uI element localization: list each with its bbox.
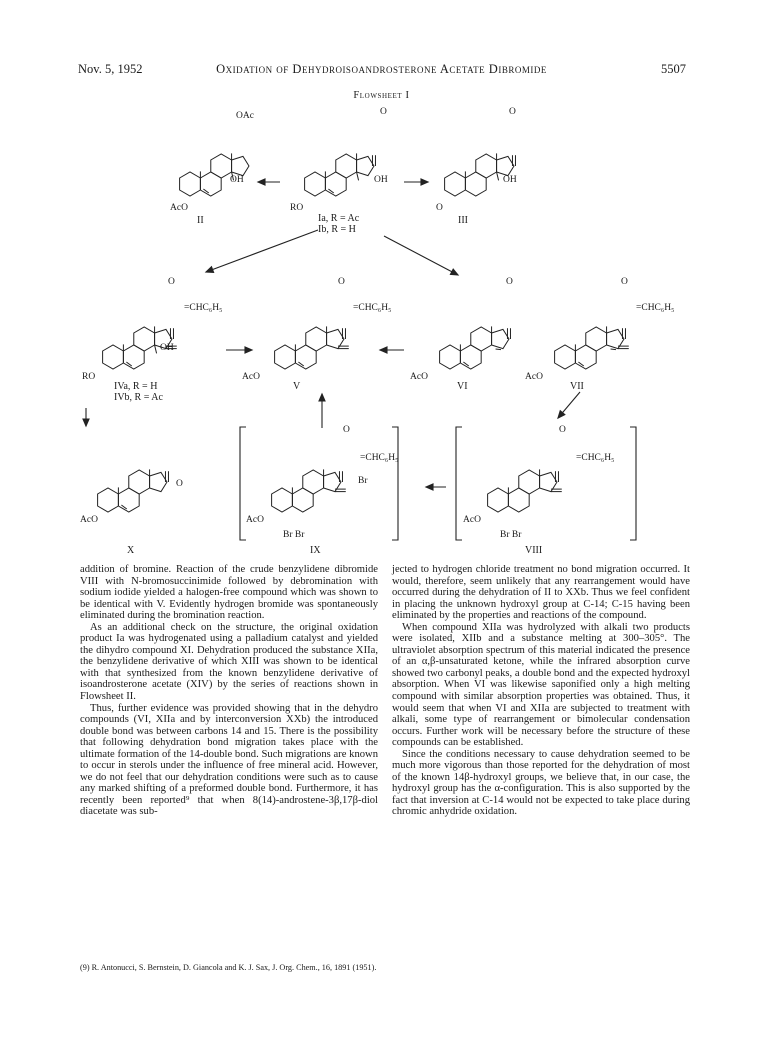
paragraph: Thus, further evidence was provided showing that in the dehydro compounds (VI, XIIa and by interconversion XXb) the introduced double bond was between carbons 14 and 15. There is the possibility that following dehydration bond migration takes place with the ultimate formation of the 14-double bond. Such migrations are known to occur in sterols under the influence of free mineral acid. However, we do not feel that our dehydration conditions were such as to cause any marked shifting of a preformed double bond. Furthermore, it has recently been reported⁹ that when 8(14)-androstene-3β,17β-diol diacetate was sub- [80, 702, 378, 818]
label-aco-v: AcO [242, 372, 260, 382]
label-o-iv: O [168, 277, 175, 287]
ring-a [488, 488, 509, 512]
ring-c [519, 470, 540, 494]
compound-number-ivb: IVb, R = Ac [114, 392, 163, 403]
footnote: (9) R. Antonucci, S. Bernstein, D. Giancola and K. J. Sax, J. Org. Chem., 16, 1891 (1951). [80, 963, 377, 972]
ring-a [103, 345, 124, 369]
steroid-skeleton [305, 153, 376, 196]
label-o-iii-ring: O [436, 203, 443, 213]
arrow-iv-to-x [83, 408, 89, 426]
ring-c [303, 470, 324, 494]
ring-a [440, 345, 461, 369]
ring-c [586, 327, 607, 351]
hydroxyl-14 [357, 172, 359, 180]
label-chc6h5-iv: =CHC₆H₅ [184, 303, 223, 313]
ring-b [325, 172, 346, 196]
intermediate-brackets [240, 427, 636, 540]
steroid-skeleton [98, 469, 169, 512]
compound-number-viii: VIII [525, 545, 543, 556]
ring-d [150, 472, 167, 491]
hydroxyl-14 [155, 345, 157, 353]
steroid-skeleton [275, 326, 349, 369]
steroid-skeleton [555, 326, 629, 369]
ring-d [357, 156, 374, 175]
compound-number-iii: III [458, 215, 468, 226]
label-o-viii: O [559, 425, 566, 435]
label-oh-i: OH [374, 175, 388, 185]
paragraph: As an additional check on the structure, the original oxidation product Ia was hydrogenated using a palladium catalyst and yielded the dihydro compound XI. Dehydration produced the substance XIIa, the benzylidene derivative of which XIII was shown to be identical with that synthesized from the known benzylidene derivative of isoandrosterone acetate (XIV) by the series of reactions shown in Flowsheet II. [80, 621, 378, 703]
ring-d [497, 156, 514, 175]
arrow-i-to-ii [258, 179, 280, 185]
ring-d [492, 329, 509, 348]
label-o-ix: O [343, 425, 350, 435]
ring-a [180, 172, 201, 196]
label-oh-ii: OH [230, 175, 244, 185]
compound-number-x: X [127, 545, 135, 556]
ring-a [275, 345, 296, 369]
ring-b [575, 345, 596, 369]
label-o-i: O [380, 107, 387, 117]
label-aco-ii: AcO [170, 203, 188, 213]
label-aco-x: AcO [80, 515, 98, 525]
hydroxyl-14 [497, 172, 499, 180]
ring-b [123, 345, 144, 369]
label-ro-iv: RO [82, 372, 96, 382]
steroid-skeleton [272, 469, 346, 512]
ring-c [134, 327, 155, 351]
ring-b [295, 345, 316, 369]
header-title: Oxidation of Dehydroisoandrosterone Acetate Dibromide [216, 62, 547, 76]
label-oh-iii: OH [503, 175, 517, 185]
label-o-vi: O [506, 277, 513, 287]
label-o-x: O [176, 479, 183, 489]
compound-number-iva: IVa, R = H [114, 381, 158, 392]
ring-c [471, 327, 492, 351]
right-text-column [392, 564, 690, 818]
label-o-v: O [338, 277, 345, 287]
header-date: Nov. 5, 1952 [78, 62, 143, 76]
label-aco-vii: AcO [525, 372, 543, 382]
compound-number-ii: II [197, 215, 204, 226]
compound-number-vii: VII [570, 381, 584, 392]
arrow-iv-to-v [226, 347, 252, 353]
label-ro-i: RO [290, 203, 304, 213]
label-aco-vi: AcO [410, 372, 428, 382]
label-chc6h5-viii: =CHC₆H₅ [576, 453, 615, 463]
label-aco-viii: AcO [463, 515, 481, 525]
label-aco-ix: AcO [246, 515, 264, 525]
arrow-vii-to-viii [558, 392, 580, 418]
label-oh-iv: OH [160, 343, 174, 353]
bracket-viii-right [630, 427, 636, 540]
arrow-i-to-iv [206, 230, 318, 272]
label-br-ix: Br [358, 476, 368, 486]
steroid-skeleton [488, 469, 562, 512]
label-oac: OAc [236, 111, 254, 121]
left-text-column [80, 564, 378, 818]
paragraph: jected to hydrogen chloride treatment no bond migration occurred. It would, therefore, seem unlikely that any rearrangement would have occurred during the dehydration of II to XXb. Thus we feel confident in placing the unknown hydroxyl group at C-14; C-15 having been eliminated by the properties and reactions of the compound. [392, 564, 690, 622]
label-o-iii-top: O [509, 107, 516, 117]
ring-b [118, 488, 139, 512]
ring-a [98, 488, 119, 512]
ring-b [292, 488, 313, 512]
double-bond-14-15 [611, 349, 616, 350]
label-brbr-ix: Br Br [283, 530, 305, 540]
ring-a [272, 488, 293, 512]
header-page-number: 5507 [661, 62, 686, 76]
ring-c [476, 154, 497, 178]
bracket-ix-right [392, 427, 398, 540]
steroid-skeleton [440, 326, 511, 369]
ring-c [336, 154, 357, 178]
compound-number-v: V [293, 381, 301, 392]
arrow-viii-to-ix [426, 484, 446, 490]
label-o-vii: O [621, 277, 628, 287]
paragraph: addition of bromine. Reaction of the crude benzylidene dibromide VIII with N-bromosuccinimide followed by debromination with sodium iodide yielded a halogen-free compound which was shown to be identical with V. Evidently hydrogen bromide was spontaneously eliminated during the bromination reaction. [80, 564, 378, 622]
ring-a [305, 172, 326, 196]
paragraph: Since the conditions necessary to cause dehydration seemed to be much more vigorous than those reported for the dehydration of most of the known 14β-hydroxyl groups, we believe that, in our case, the hydroxyl group has the α-configuration. This is also supported by the fact that inversion at C-14 would not be expected to take place during chromic anhydride oxidation. [392, 748, 690, 818]
arrow-i-to-vi [384, 236, 458, 275]
label-chc6h5-ix: =CHC₆H₅ [360, 453, 399, 463]
compound-number-ia: Ia, R = Ac [318, 213, 360, 224]
arrow-vi-to-v [380, 347, 404, 353]
ring-c [306, 327, 327, 351]
bracket-viii-left [456, 427, 462, 540]
ring-c [211, 154, 232, 178]
ring-c [129, 470, 150, 494]
flowsheet-caption: Flowsheet I [353, 90, 410, 101]
arrow-i-to-iii [404, 179, 428, 185]
ring-b [508, 488, 529, 512]
ring-b [200, 172, 221, 196]
ring-b [460, 345, 481, 369]
ring-a [555, 345, 576, 369]
compound-number-vi: VI [457, 381, 468, 392]
double-bond-14-15 [496, 349, 501, 350]
compound-number-ib: Ib, R = H [318, 224, 356, 235]
label-brbr-viii: Br Br [500, 530, 522, 540]
ring-b [465, 172, 486, 196]
label-chc6h5-vii: =CHC₆H₅ [636, 303, 675, 313]
ring-a [445, 172, 466, 196]
arrow-ix-to-v [319, 394, 325, 428]
label-chc6h5-v: =CHC₆H₅ [353, 303, 392, 313]
ring-d [232, 156, 249, 175]
paragraph: When compound XIIa was hydrolyzed with alkali two products were isolated, XIIb and a substance melting at 300–305°. The ultraviolet absorption spectrum of this material indicated the presence of an α,β-unsaturated ketone, while the infrared absorption curve showed two carbonyl peaks, a double bond and the expected hydroxyl absorption. When VI was likewise saponified only a high melting compound with similar absorption properties was obtained. Thus, it would seem that when VI and XIIa are subjected to treatment with alkali, some type of rearrangement or bimolecular condensation occurs. Further work will be necessary before the structure of these compounds can be established. [392, 621, 690, 749]
compound-number-ix: IX [310, 545, 321, 556]
